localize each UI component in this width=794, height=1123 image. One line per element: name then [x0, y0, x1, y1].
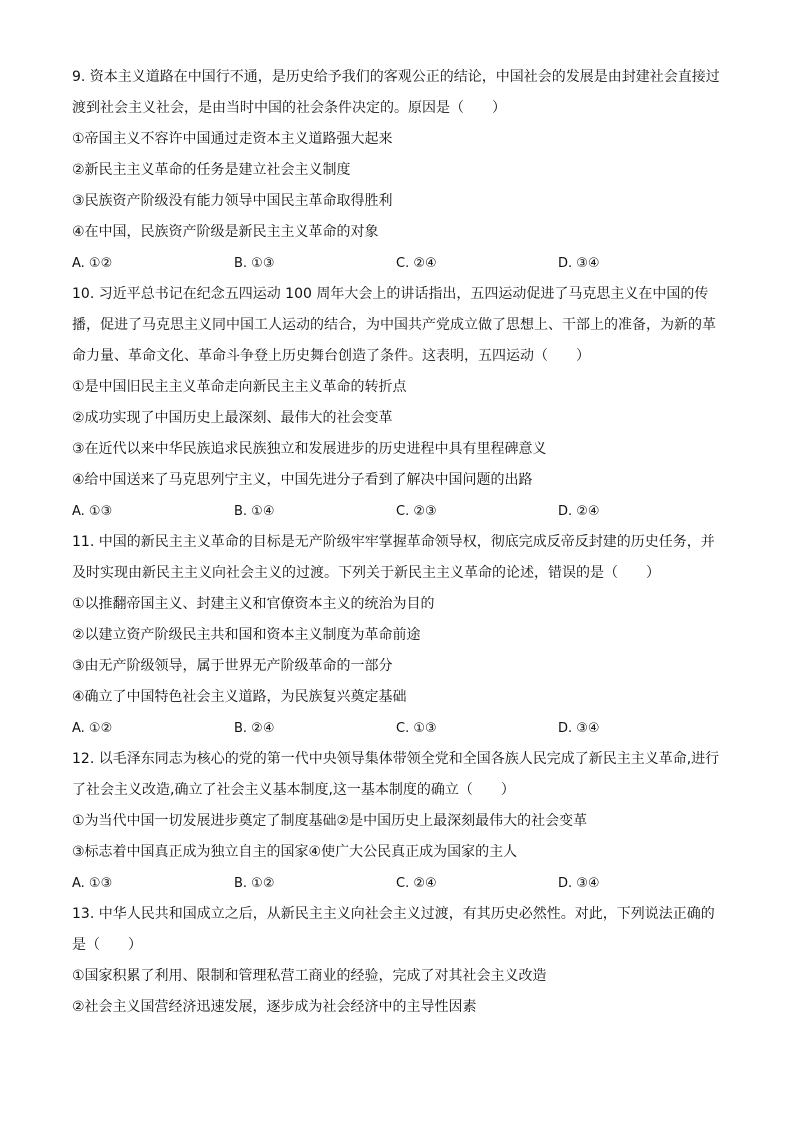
statement: ④确立了中国特色社会主义道路，为民族复兴奠定基础: [72, 689, 407, 705]
option-d: D. ③④: [558, 256, 600, 271]
option-c: C. ①③: [396, 721, 437, 736]
answer-options: [72, 713, 722, 744]
statement: ①以推翻帝国主义、封建主义和官僚资本主义的统治为目的: [72, 596, 435, 612]
question-12: [72, 744, 722, 899]
question-stem: 9. 资本主义道路在中国行不通，是历史给予我们的客观公正的结论，中国社会的发展是由封建社会直接过: [72, 69, 720, 85]
statement: ②社会主义国营经济迅速发展，逐步成为社会经济中的主导性因素: [72, 999, 477, 1015]
option-b: B. ①②: [234, 876, 275, 891]
option-c: C. ②④: [396, 256, 437, 271]
statement: ②新民主主义革命的任务是建立社会主义制度: [72, 162, 351, 178]
statement: ④给中国送来了马克思列宁主义，中国先进分子看到了解决中国问题的出路: [72, 472, 533, 488]
question-stem: 及时实现由新民主主义向社会主义的过渡。下列关于新民主主义革命的论述，错误的是（ ）: [72, 565, 660, 581]
question-stem: 渡到社会主义社会，是由当时中国的社会条件决定的。原因是（ ）: [72, 100, 506, 116]
question-stem: 12. 以毛泽东同志为核心的党的第一代中央领导集体带领全党和全国各族人民完成了新民主主义革命,进行: [72, 751, 720, 767]
question-stem: 13. 中华人民共和国成立之后，从新民主主义向社会主义过渡，有其历史必然性。对此，下列说法正确的: [72, 906, 715, 922]
question-stem: 了社会主义改造,确立了社会主义基本制度,这一基本制度的确立（ ）: [72, 782, 515, 798]
question-stem: 是（ ）: [72, 937, 142, 953]
question-11: [72, 527, 722, 744]
question-9: [72, 62, 722, 279]
statement: ③民族资产阶级没有能力领导中国民主革命取得胜利: [72, 193, 393, 209]
answer-options: [72, 496, 722, 527]
option-a: A. ①③: [72, 504, 113, 519]
option-b: B. ①④: [234, 504, 275, 519]
option-d: D. ③④: [558, 721, 600, 736]
option-d: D. ②④: [558, 504, 600, 519]
option-c: C. ②③: [396, 504, 437, 519]
statement: ①帝国主义不容许中国通过走资本主义道路强大起来: [72, 131, 393, 147]
option-c: C. ②④: [396, 876, 437, 891]
statement: ②成功实现了中国历史上最深刻、最伟大的社会变革: [72, 410, 393, 426]
statement: ③由无产阶级领导，属于世界无产阶级革命的一部分: [72, 658, 393, 674]
answer-options: [72, 868, 722, 899]
option-a: A. ①②: [72, 721, 113, 736]
statement: ④在中国，民族资产阶级是新民主主义革命的对象: [72, 224, 379, 240]
question-10: [72, 279, 722, 527]
question-13: [72, 899, 722, 1023]
question-stem: 播，促进了马克思主义同中国工人运动的结合，为中国共产党成立做了思想上、干部上的准备，为新的革: [72, 317, 716, 333]
statement: ①是中国旧民主主义革命走向新民主主义革命的转折点: [72, 379, 407, 395]
question-stem: 命力量、革命文化、革命斗争登上历史舞台创造了条件。这表明，五四运动（ ）: [72, 348, 590, 364]
option-a: A. ①③: [72, 876, 113, 891]
answer-options: [72, 248, 722, 279]
statement: ①为当代中国一切发展进步奠定了制度基础②是中国历史上最深刻最伟大的社会变革: [72, 813, 588, 829]
option-b: B. ①③: [234, 256, 275, 271]
statement: ②以建立资产阶级民主共和国和资本主义制度为革命前途: [72, 627, 421, 643]
question-stem: 11. 中国的新民主主义革命的目标是无产阶级牢牢掌握革命领导权，彻底完成反帝反封建的历史任务，并: [72, 534, 715, 550]
statement: ③标志着中国真正成为独立自主的国家④使广大公民真正成为国家的主人: [72, 844, 518, 860]
statement: ③在近代以来中华民族追求民族独立和发展进步的历史进程中具有里程碑意义: [72, 441, 547, 457]
option-b: B. ②④: [234, 721, 275, 736]
option-d: D. ③④: [558, 876, 600, 891]
option-a: A. ①②: [72, 256, 113, 271]
question-list: [72, 62, 722, 1023]
statement: ①国家积累了利用、限制和管理私营工商业的经验，完成了对其社会主义改造: [72, 968, 547, 984]
question-stem: 10. 习近平总书记在纪念五四运动 100 周年大会上的讲话指出，五四运动促进了马克思主义在中国的传: [72, 286, 709, 302]
